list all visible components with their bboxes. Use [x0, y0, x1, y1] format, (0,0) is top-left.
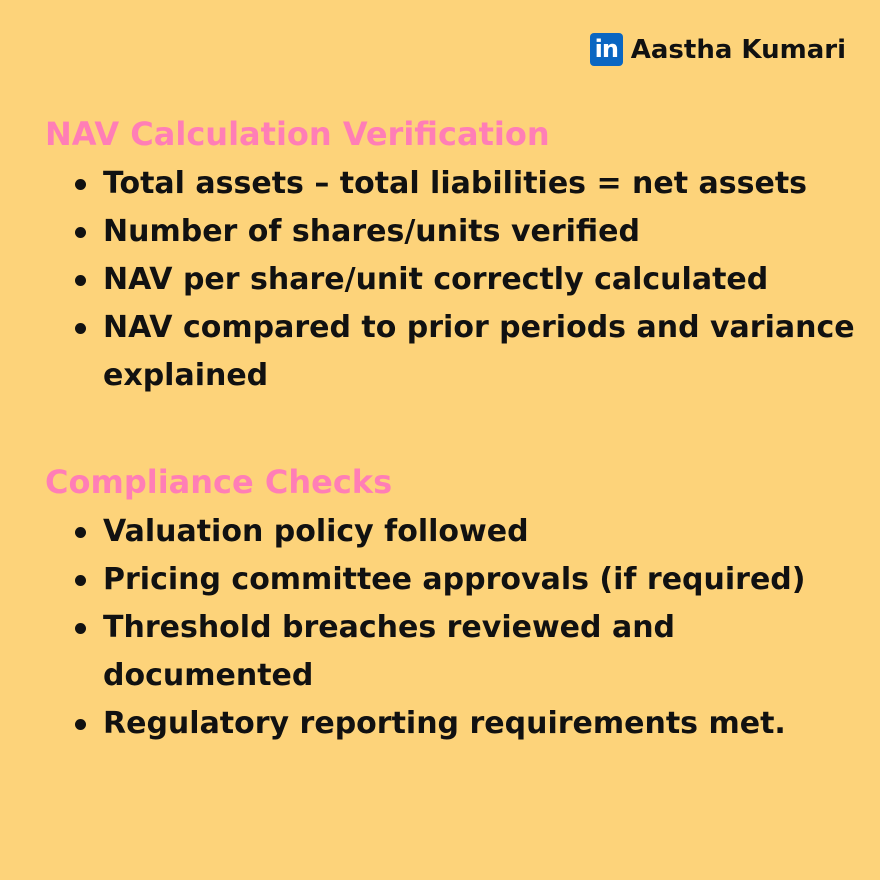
- list-item-text: Pricing committee approvals (if required): [103, 562, 806, 597]
- bullet-icon: [75, 719, 86, 730]
- list-item: [45, 304, 860, 400]
- section-compliance-checks: [45, 462, 860, 748]
- section-heading: NAV Calculation Verification: [45, 115, 550, 153]
- list-item: [45, 256, 860, 304]
- list-item-text: Number of shares/units verified: [103, 214, 640, 249]
- list-item: [45, 604, 860, 700]
- list-item-text: NAV per share/unit correctly calculated: [103, 262, 769, 297]
- author-badge: [590, 33, 846, 66]
- author-name: Aastha Kumari: [630, 34, 846, 65]
- bullet-icon: [75, 179, 86, 190]
- section-nav-calculation: [45, 114, 860, 400]
- bullet-icon: [75, 323, 86, 334]
- section-heading: Compliance Checks: [45, 463, 393, 501]
- list-item: [45, 556, 860, 604]
- bullet-icon: [75, 527, 86, 538]
- bullet-list: [45, 508, 860, 748]
- list-item: [45, 208, 860, 256]
- list-item: [45, 700, 860, 748]
- list-item: [45, 160, 860, 208]
- list-item-text: Threshold breaches reviewed and documented: [103, 610, 676, 693]
- list-item-text: Total assets – total liabilities = net assets: [103, 166, 808, 201]
- bullet-list: [45, 160, 860, 400]
- bullet-icon: [75, 623, 86, 634]
- list-item-text: Regulatory reporting requirements met.: [103, 706, 786, 741]
- linkedin-icon: in: [590, 33, 623, 66]
- bullet-icon: [75, 275, 86, 286]
- bullet-icon: [75, 227, 86, 238]
- list-item-text: NAV compared to prior periods and variance explained: [103, 310, 855, 393]
- list-item-text: Valuation policy followed: [103, 514, 529, 549]
- bullet-icon: [75, 575, 86, 586]
- list-item: [45, 508, 860, 556]
